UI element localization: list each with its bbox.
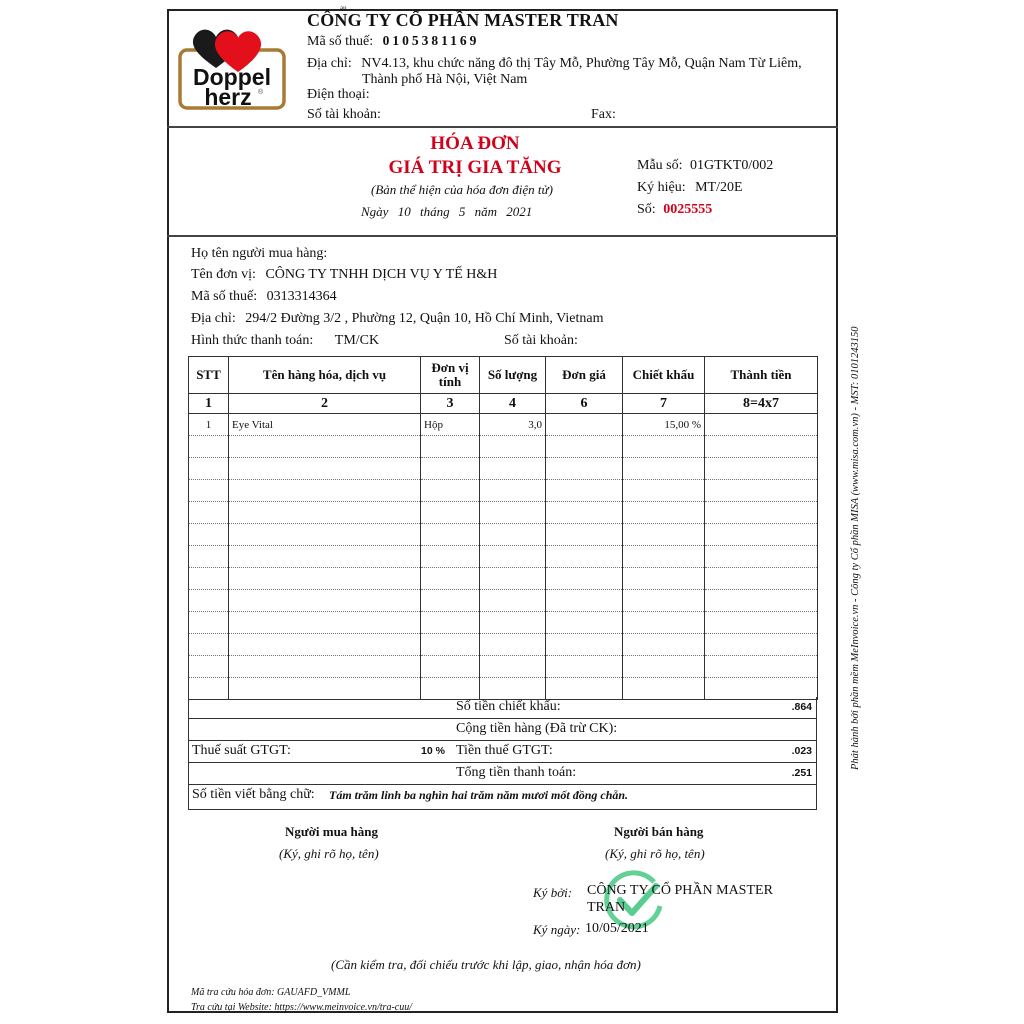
- colnum-6: 6: [546, 394, 623, 414]
- subtotal-row: [188, 719, 817, 741]
- cell-total: [705, 414, 818, 436]
- svg-text:®: ®: [258, 89, 264, 96]
- table-row: [189, 414, 818, 436]
- colnum-8: 8=4x7: [705, 394, 818, 414]
- cell-empty: [546, 656, 623, 678]
- cell-empty: [705, 458, 818, 480]
- invoice-title-2: GIÁ TRỊ GIA TĂNG: [388, 157, 562, 178]
- buyer-unit-row: [191, 267, 497, 283]
- vat-rate-value: 10 %: [421, 745, 445, 757]
- grand-total-row: [188, 763, 817, 785]
- table-row-empty: [189, 436, 818, 458]
- col-header-qty: Số lượng: [480, 357, 546, 394]
- date-day: 10: [397, 204, 411, 219]
- col-header-unit: [421, 357, 480, 394]
- table-row-empty: [189, 590, 818, 612]
- cell-empty: [421, 458, 480, 480]
- cell-empty: [229, 524, 421, 546]
- form-value: 01GTKT0/002: [690, 158, 774, 173]
- cell-empty: [229, 546, 421, 568]
- cell-empty: [229, 436, 421, 458]
- table-row-empty: [189, 546, 818, 568]
- table-row-empty: [189, 568, 818, 590]
- buyer-tax-label: Mã số thuế:: [191, 289, 258, 304]
- table-header-row: [189, 357, 818, 394]
- date-prefix: Ngày: [361, 204, 389, 219]
- col-header-discount: Chiết khấu: [623, 357, 705, 394]
- invoice-title-1: HÓA ĐƠN: [430, 133, 520, 154]
- seller-tax-code: 0105381169: [382, 33, 480, 48]
- cell-empty: [623, 568, 705, 590]
- cell-empty: [421, 502, 480, 524]
- cell-empty: [623, 524, 705, 546]
- cell-empty: [705, 634, 818, 656]
- buyer-sign-sub: (Ký, ghi rõ họ, tên): [279, 846, 379, 861]
- cell-empty: [546, 546, 623, 568]
- publisher-side-note: Phát hành bởi phần mềm MeInvoice.vn - Công ty Cổ phần MISA (www.misa.com.vn) - MST: 0101243150: [850, 326, 861, 770]
- cell-empty: [229, 656, 421, 678]
- cell-empty: [623, 634, 705, 656]
- col-header-stt: STT: [189, 357, 229, 394]
- items-table: [188, 356, 818, 700]
- cell-stt: 1: [189, 414, 229, 436]
- cell-empty: [421, 612, 480, 634]
- cell-empty: [546, 612, 623, 634]
- vat-rate-label: Thuế suất GTGT:: [192, 743, 291, 758]
- table-row-empty: [189, 634, 818, 656]
- buyer-address-value: 294/2 Đường 3/2 , Phường 12, Quận 10, Hồ Chí Minh, Vietnam: [245, 311, 604, 326]
- symbol-label: Ký hiệu:: [637, 180, 686, 195]
- cell-empty: [421, 436, 480, 458]
- col-header-unit-l2: tính: [438, 374, 462, 389]
- signed-date-label: Ký ngày:: [533, 922, 581, 937]
- cell-empty: [189, 590, 229, 612]
- seller-address-line1: NV4.13, khu chức năng đô thị Tây Mỗ, Phường Tây Mỗ, Quận Nam Từ Liêm,: [361, 56, 802, 71]
- cell-qty: 3,0: [480, 414, 546, 436]
- cell-empty: [480, 480, 546, 502]
- cell-empty: [421, 568, 480, 590]
- cell-name: Eye Vital: [229, 414, 421, 436]
- seller-phone-label: Điện thoại:: [307, 87, 370, 102]
- cell-empty: [623, 656, 705, 678]
- seller-address-label: Địa chỉ:: [307, 56, 352, 71]
- discount-total-value: .864: [791, 701, 812, 713]
- cell-empty: [623, 502, 705, 524]
- seller-company-name: CÔNG TY CỔ PHẦN MASTER TRAN: [307, 10, 619, 30]
- cell-empty: [229, 480, 421, 502]
- cell-empty: [705, 502, 818, 524]
- svg-text:Doppel: Doppel: [193, 64, 271, 90]
- col-header-price: Đơn giá: [546, 357, 623, 394]
- divider-title: [167, 235, 838, 237]
- seller-tax-label: Mã số thuế:: [307, 34, 374, 49]
- vat-row: [188, 741, 817, 763]
- amount-words-value: Tám trăm linh ba nghìn hai trăm năm mươi mốt đồng chẵn.: [329, 788, 629, 802]
- cell-empty: [480, 502, 546, 524]
- seller-tax-row: [307, 33, 479, 50]
- cell-empty: [189, 524, 229, 546]
- cell-empty: [480, 568, 546, 590]
- buyer-address-label: Địa chỉ:: [191, 311, 236, 326]
- table-row-empty: [189, 612, 818, 634]
- lookup-code: Mã tra cứu hóa đơn: GAUAFD_VMML: [191, 987, 351, 998]
- cell-empty: [189, 436, 229, 458]
- verify-note: (Cần kiểm tra, đối chiếu trước khi lập, giao, nhận hóa đơn): [331, 957, 641, 972]
- buyer-unit-label: Tên đơn vị:: [191, 267, 256, 282]
- cell-empty: [480, 524, 546, 546]
- form-label: Mẫu số:: [637, 158, 683, 173]
- buyer-sign-title: Người mua hàng: [285, 824, 379, 839]
- cell-empty: [623, 458, 705, 480]
- cell-price: [546, 414, 623, 436]
- cell-empty: [705, 656, 818, 678]
- discount-total-label: Số tiền chiết khấu:: [456, 699, 561, 714]
- date-month: 5: [458, 204, 466, 219]
- seller-account-label: Số tài khoản:: [307, 107, 381, 122]
- signed-date: 10/05/2021: [585, 921, 649, 936]
- buyer-tax-value: 0313314364: [266, 289, 337, 304]
- cell-empty: [421, 480, 480, 502]
- cell-empty: [480, 634, 546, 656]
- date-year: 2021: [506, 204, 533, 219]
- cell-empty: [705, 480, 818, 502]
- cell-empty: [229, 634, 421, 656]
- table-colnum-row: [189, 394, 818, 414]
- buyer-payment-row: [191, 333, 379, 349]
- seller-address-row: [307, 56, 802, 72]
- signed-by-label: Ký bởi:: [533, 885, 573, 900]
- invoice-number: 0025555: [663, 202, 713, 217]
- table-row-empty: [189, 524, 818, 546]
- cell-empty: [480, 546, 546, 568]
- cell-empty: [189, 502, 229, 524]
- cell-empty: [189, 612, 229, 634]
- cell-empty: [546, 436, 623, 458]
- cell-empty: [229, 502, 421, 524]
- cell-empty: [229, 458, 421, 480]
- cell-empty: [480, 590, 546, 612]
- buyer-account-label: Số tài khoản:: [504, 333, 578, 348]
- form-number-row: [637, 158, 773, 174]
- buyer-address-row: [191, 311, 604, 327]
- date-year-label: năm: [474, 204, 497, 219]
- cell-empty: [421, 634, 480, 656]
- number-label: Số:: [637, 202, 656, 217]
- buyer-tax-row: [191, 289, 337, 305]
- cell-empty: [229, 612, 421, 634]
- cell-empty: [229, 568, 421, 590]
- payment-value: TM/CK: [334, 333, 380, 348]
- cell-empty: [480, 656, 546, 678]
- cell-empty: [189, 546, 229, 568]
- cell-empty: [546, 524, 623, 546]
- colnum-3: 3: [421, 394, 480, 414]
- cell-empty: [705, 568, 818, 590]
- amount-words-label: Số tiền viết bằng chữ:: [192, 787, 315, 802]
- cell-discount: 15,00 %: [623, 414, 705, 436]
- invoice-date: [361, 204, 532, 220]
- cell-empty: [480, 436, 546, 458]
- symbol-row: [637, 180, 743, 196]
- cell-empty: [546, 502, 623, 524]
- cell-empty: [189, 568, 229, 590]
- date-month-label: tháng: [419, 204, 450, 219]
- grand-total-label: Tổng tiền thanh toán:: [456, 765, 577, 780]
- cell-empty: [705, 524, 818, 546]
- colnum-2: 2: [229, 394, 421, 414]
- signed-by-line2: TRAN: [587, 900, 626, 915]
- cell-empty: [480, 612, 546, 634]
- col-header-name: Tên hàng hóa, dịch vụ: [229, 357, 421, 394]
- cell-empty: [546, 590, 623, 612]
- signed-by-line1: CÔNG TY CỔ PHẦN MASTER: [587, 883, 773, 898]
- discount-total-row: [188, 697, 817, 719]
- cell-empty: [623, 546, 705, 568]
- cell-empty: [546, 480, 623, 502]
- cell-unit: Hộp: [421, 414, 480, 436]
- header-mark: au: [340, 4, 347, 12]
- svg-text:herz: herz: [204, 84, 252, 110]
- subtotal-label: Cộng tiền hàng (Đã trừ CK):: [456, 721, 618, 736]
- cell-empty: [229, 590, 421, 612]
- cell-empty: [623, 612, 705, 634]
- vat-amount-value: .023: [791, 745, 812, 757]
- buyer-name-label: Họ tên người mua hàng:: [191, 246, 328, 261]
- table-row-empty: [189, 656, 818, 678]
- cell-empty: [705, 546, 818, 568]
- invoice-subtitle: (Bản thể hiện của hóa đơn điện tử): [371, 182, 553, 197]
- seller-fax-label: Fax:: [591, 107, 616, 122]
- cell-empty: [623, 436, 705, 458]
- lookup-website: Tra cứu tại Website: https://www.meinvoice.vn/tra-cuu/: [191, 1002, 412, 1013]
- cell-empty: [480, 458, 546, 480]
- seller-sign-title: Người bán hàng: [614, 824, 704, 839]
- colnum-4: 4: [480, 394, 546, 414]
- buyer-unit-value: CÔNG TY TNHH DỊCH VỤ Y TẾ H&H: [265, 267, 498, 282]
- cell-empty: [421, 524, 480, 546]
- seller-sign-sub: (Ký, ghi rõ họ, tên): [605, 846, 705, 861]
- cell-empty: [546, 568, 623, 590]
- colnum-7: 7: [623, 394, 705, 414]
- cell-empty: [421, 590, 480, 612]
- doppelherz-logo: [176, 26, 288, 110]
- seller-address-line2: Thành phố Hà Nội, Việt Nam: [362, 72, 528, 87]
- payment-label: Hình thức thanh toán:: [191, 333, 314, 348]
- cell-empty: [705, 436, 818, 458]
- table-row-empty: [189, 480, 818, 502]
- cell-empty: [189, 634, 229, 656]
- divider-header: [167, 126, 838, 128]
- table-row-empty: [189, 502, 818, 524]
- symbol-value: MT/20E: [695, 180, 743, 195]
- cell-empty: [705, 612, 818, 634]
- col-header-unit-l1: Đơn vị: [431, 360, 469, 375]
- grand-total-value: .251: [791, 767, 812, 779]
- cell-empty: [546, 458, 623, 480]
- cell-empty: [189, 458, 229, 480]
- cell-empty: [546, 634, 623, 656]
- cell-empty: [623, 590, 705, 612]
- invoice-number-row: [637, 202, 712, 218]
- vat-amount-label: Tiền thuế GTGT:: [456, 743, 553, 758]
- amount-words-row: [188, 785, 817, 810]
- cell-empty: [421, 546, 480, 568]
- table-row-empty: [189, 458, 818, 480]
- cell-empty: [623, 480, 705, 502]
- cell-empty: [705, 590, 818, 612]
- colnum-1: 1: [189, 394, 229, 414]
- col-header-total: Thành tiền: [705, 357, 818, 394]
- cell-empty: [189, 656, 229, 678]
- cell-empty: [189, 480, 229, 502]
- cell-empty: [421, 656, 480, 678]
